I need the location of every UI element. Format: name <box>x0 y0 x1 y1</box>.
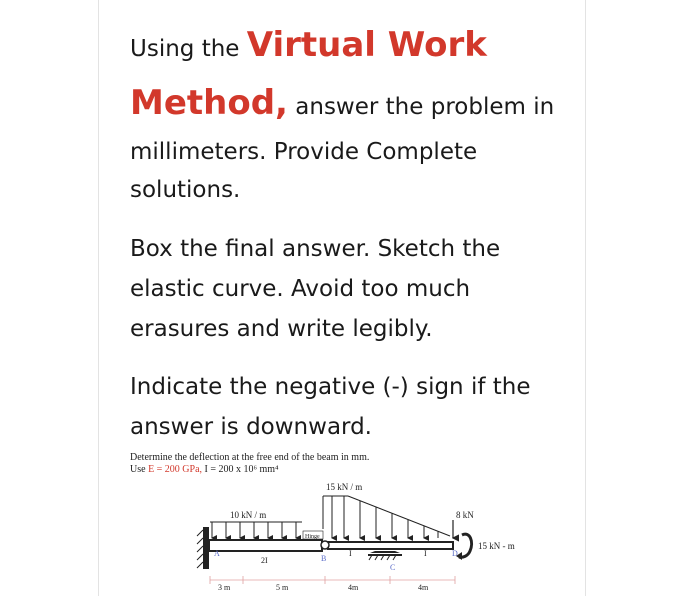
method-highlight: Method, <box>130 83 288 123</box>
load-top-label: 15 kN / m <box>326 482 363 492</box>
roller-support <box>368 551 402 560</box>
use-prefix: Use <box>130 464 149 475</box>
fixed-support <box>197 527 209 569</box>
para3-line-1: Indicate the negative (-) sign if the <box>130 374 531 400</box>
hinge-label: Hinge <box>305 534 320 540</box>
problem-statement: Determine the deflection at the free end of the beam in mm. <box>130 452 370 463</box>
label-A: A <box>214 549 220 558</box>
dim-1: 3 m <box>218 583 231 592</box>
para3-line-2: answer is downward. <box>130 414 372 440</box>
dim-4: 4m <box>418 583 429 592</box>
instruction-line-4: solutions. <box>130 177 241 203</box>
para2-line-2: elastic curve. Avoid too much <box>130 276 471 302</box>
instruction-line-3: millimeters. Provide Complete <box>130 139 478 165</box>
distributed-load-15 <box>323 496 450 538</box>
para2-line-3: erasures and write legibly. <box>130 316 433 342</box>
beam-left-2I <box>209 540 322 551</box>
e-value: E = 200 GPa, <box>148 464 203 475</box>
i-value: I = 200 x 10⁶ mm⁴ <box>202 464 279 475</box>
line1-prefix: Using the <box>130 36 247 62</box>
hinge-circle <box>321 541 329 549</box>
inertia-mid: I <box>349 549 352 558</box>
load-left-label: 10 kN / m <box>230 510 267 520</box>
moment-label: 15 kN - m <box>478 541 515 551</box>
label-C: C <box>390 563 396 572</box>
line2-rest: answer the problem in <box>287 94 555 120</box>
inertia-right: I <box>424 549 427 558</box>
para2-line-1: Box the final answer. Sketch the <box>130 236 501 262</box>
virtual-work-highlight: Virtual Work <box>246 25 487 65</box>
inertia-left: 2I <box>261 556 268 565</box>
label-B: B <box>321 554 327 563</box>
point-load-label: 8 kN <box>456 510 474 520</box>
label-D: D <box>452 549 458 558</box>
uniform-load <box>210 522 302 538</box>
beam-right-I <box>328 542 453 549</box>
dim-3: 4m <box>348 583 359 592</box>
dim-2: 5 m <box>276 583 289 592</box>
